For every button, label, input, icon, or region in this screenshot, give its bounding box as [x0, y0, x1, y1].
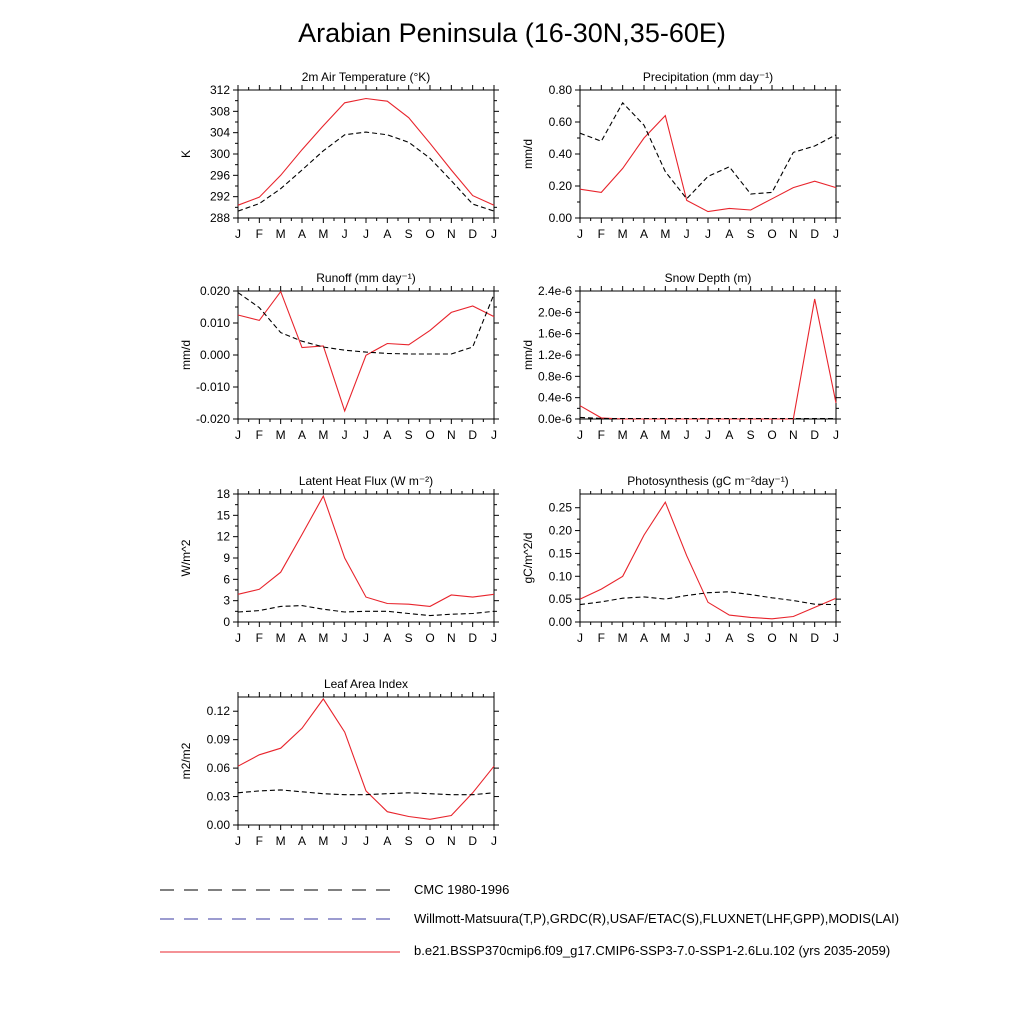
- x-tick-label: M: [660, 428, 671, 442]
- panel-title: Photosynthesis (gC m⁻²day⁻¹): [627, 474, 789, 488]
- x-tick-label: N: [788, 428, 798, 442]
- x-tick-label: N: [788, 227, 798, 241]
- x-tick-label: O: [767, 428, 777, 442]
- model-series-line: [238, 496, 494, 606]
- x-tick-label: A: [297, 834, 307, 848]
- model-series-line: [238, 699, 494, 819]
- obs-series-line: [238, 132, 494, 211]
- x-tick-label: J: [341, 428, 348, 442]
- y-tick-label: 0: [223, 615, 230, 629]
- x-tick-label: D: [468, 834, 478, 848]
- x-tick-label: A: [297, 631, 307, 645]
- plot-frame: [238, 494, 494, 622]
- y-tick-label: 0.12: [206, 704, 230, 719]
- y-tick-label: 18: [216, 487, 230, 501]
- y-axis-label: mm/d: [521, 139, 535, 169]
- x-tick-label: J: [235, 227, 241, 241]
- x-tick-label: F: [597, 631, 606, 645]
- y-tick-label: 0.010: [199, 316, 230, 330]
- x-tick-label: J: [491, 227, 497, 241]
- x-tick-label: A: [725, 428, 734, 442]
- y-tick-label: 312: [209, 83, 230, 97]
- legend-label-obs: Willmott-Matsuura(T,P),GRDC(R),USAF/ETAC(S),FLUXNET(LHF,GPP),MODIS(LAI): [414, 911, 900, 926]
- x-tick-label: J: [363, 428, 369, 442]
- model-series-line: [238, 99, 494, 206]
- plot-frame: [580, 291, 836, 419]
- y-tick-label: 0.40: [548, 147, 572, 161]
- x-tick-label: M: [275, 631, 286, 645]
- x-tick-label: O: [767, 227, 777, 241]
- chart-panel-6: [179, 677, 499, 848]
- y-tick-label: 0.05: [548, 592, 572, 607]
- y-axis-label: mm/d: [179, 340, 193, 370]
- x-tick-label: J: [235, 834, 241, 848]
- y-tick-label: 0.00: [548, 211, 572, 225]
- x-tick-label: S: [746, 227, 755, 241]
- x-tick-label: A: [639, 631, 649, 645]
- x-tick-label: J: [705, 227, 711, 241]
- y-tick-label: 0.09: [206, 732, 230, 747]
- y-tick-label: 0.25: [548, 500, 572, 515]
- x-tick-label: J: [577, 428, 583, 442]
- y-axis-label: mm/d: [521, 340, 535, 370]
- x-tick-label: F: [255, 834, 264, 848]
- y-tick-label: 0.15: [548, 546, 572, 561]
- y-tick-label: 292: [209, 189, 230, 204]
- y-tick-label: 288: [209, 211, 230, 225]
- x-tick-label: A: [383, 631, 392, 645]
- x-tick-label: M: [660, 227, 671, 241]
- x-tick-label: J: [833, 227, 839, 241]
- y-tick-label: 0.06: [206, 761, 230, 776]
- x-tick-label: J: [705, 428, 711, 442]
- y-tick-label: 12: [216, 529, 230, 544]
- x-tick-label: M: [318, 227, 329, 241]
- x-tick-label: J: [341, 631, 348, 645]
- obs-series-line: [238, 293, 494, 354]
- x-tick-label: N: [788, 631, 798, 645]
- x-tick-label: J: [491, 631, 497, 645]
- y-tick-label: 296: [209, 168, 230, 183]
- x-tick-label: F: [255, 227, 264, 241]
- y-tick-label: 3: [223, 593, 230, 608]
- x-tick-label: O: [425, 631, 435, 645]
- panel-title: Leaf Area Index: [323, 677, 409, 691]
- x-tick-label: N: [446, 834, 456, 848]
- plot-frame: [238, 90, 494, 218]
- y-tick-label: 1.2e-6: [537, 348, 572, 362]
- x-tick-label: N: [446, 428, 456, 442]
- panel-title: Precipitation (mm day⁻¹): [642, 70, 774, 84]
- y-tick-label: -0.010: [195, 380, 230, 394]
- x-tick-label: J: [833, 428, 839, 442]
- x-tick-label: M: [318, 834, 329, 848]
- x-tick-label: F: [255, 631, 264, 645]
- x-tick-label: D: [810, 428, 820, 442]
- plot-frame: [238, 697, 494, 825]
- y-axis-label: W/m^2: [179, 539, 193, 577]
- x-tick-label: M: [275, 834, 286, 848]
- chart-panel-3: [521, 271, 841, 442]
- y-tick-label: 0.20: [548, 523, 572, 538]
- y-tick-label: 0.00: [548, 615, 572, 629]
- x-tick-label: O: [425, 428, 435, 442]
- x-tick-label: J: [705, 631, 711, 645]
- x-tick-label: J: [491, 428, 497, 442]
- x-tick-label: N: [446, 631, 456, 645]
- legend-lines: [160, 890, 400, 952]
- x-tick-label: A: [725, 631, 734, 645]
- y-tick-label: 0.4e-6: [537, 390, 572, 405]
- x-tick-label: A: [639, 428, 649, 442]
- x-tick-label: J: [363, 834, 369, 848]
- y-tick-label: 1.6e-6: [537, 326, 572, 341]
- x-tick-label: F: [597, 227, 606, 241]
- legend-label-cmc: CMC 1980-1996: [414, 882, 510, 897]
- x-tick-label: J: [577, 631, 583, 645]
- y-tick-label: 6: [223, 572, 230, 587]
- x-tick-label: J: [341, 227, 348, 241]
- y-tick-label: 0.000: [199, 348, 230, 362]
- y-tick-label: 304: [209, 125, 230, 140]
- x-tick-label: O: [425, 227, 435, 241]
- obs-series-line: [580, 103, 836, 199]
- chart-panel-0: [179, 70, 499, 241]
- panel-title: 2m Air Temperature (°K): [301, 70, 431, 84]
- x-tick-label: A: [297, 428, 307, 442]
- model-series-line: [238, 292, 494, 411]
- x-tick-label: M: [617, 631, 628, 645]
- panel-title: Latent Heat Flux (W m⁻²): [298, 474, 434, 488]
- y-tick-label: 9: [223, 551, 230, 565]
- page-title: Arabian Peninsula (16-30N,35-60E): [298, 18, 726, 48]
- y-tick-label: 0.020: [199, 284, 230, 298]
- obs-series-line: [238, 606, 494, 616]
- y-tick-label: 0.10: [548, 569, 572, 584]
- y-tick-label: 0.0e-6: [537, 412, 572, 426]
- y-tick-label: 308: [209, 104, 230, 119]
- x-tick-label: S: [746, 631, 755, 645]
- x-tick-label: M: [275, 428, 286, 442]
- chart-panel-2: [179, 271, 499, 442]
- x-tick-label: S: [404, 428, 413, 442]
- x-tick-label: J: [577, 227, 583, 241]
- y-axis-label: K: [179, 149, 193, 159]
- x-tick-label: S: [404, 631, 413, 645]
- x-tick-label: N: [446, 227, 456, 241]
- x-tick-label: J: [363, 227, 369, 241]
- x-tick-label: J: [363, 631, 369, 645]
- x-tick-label: J: [683, 631, 690, 645]
- x-tick-label: M: [660, 631, 671, 645]
- x-tick-label: D: [468, 227, 478, 241]
- x-tick-label: F: [597, 428, 606, 442]
- panel-title: Snow Depth (m): [664, 271, 752, 285]
- y-tick-label: -0.020: [195, 412, 230, 426]
- x-tick-label: M: [318, 428, 329, 442]
- model-series-line: [580, 116, 836, 212]
- x-tick-label: D: [810, 227, 820, 241]
- x-tick-label: M: [275, 227, 286, 241]
- model-series-line: [580, 299, 836, 419]
- y-axis-label: gC/m^2/d: [521, 532, 535, 584]
- x-tick-label: M: [617, 428, 628, 442]
- x-tick-label: F: [255, 428, 264, 442]
- x-tick-label: S: [746, 428, 755, 442]
- x-tick-label: J: [683, 428, 690, 442]
- x-tick-label: J: [491, 834, 497, 848]
- chart-panel-1: [521, 70, 841, 241]
- x-tick-label: A: [297, 227, 307, 241]
- x-tick-label: A: [639, 227, 649, 241]
- x-tick-label: S: [404, 227, 413, 241]
- chart-panel-5: [521, 474, 841, 645]
- x-tick-label: J: [341, 834, 348, 848]
- panel-title: Runoff (mm day⁻¹): [316, 271, 416, 285]
- x-tick-label: A: [383, 834, 392, 848]
- y-tick-label: 0.00: [206, 818, 230, 832]
- x-tick-label: O: [425, 834, 435, 848]
- chart-panel-4: [179, 474, 499, 645]
- x-tick-label: A: [383, 428, 392, 442]
- x-tick-label: D: [810, 631, 820, 645]
- x-tick-label: J: [235, 631, 241, 645]
- y-axis-label: m2/m2: [179, 742, 193, 780]
- y-tick-label: 0.20: [548, 179, 572, 193]
- y-tick-label: 2.4e-6: [537, 284, 572, 298]
- y-tick-label: 0.8e-6: [537, 369, 572, 384]
- plot-frame: [580, 90, 836, 218]
- y-tick-label: 0.60: [548, 115, 572, 129]
- x-tick-label: J: [235, 428, 241, 442]
- y-tick-label: 15: [216, 508, 230, 523]
- y-tick-label: 0.80: [548, 83, 572, 97]
- x-tick-label: O: [767, 631, 777, 645]
- x-tick-label: A: [725, 227, 734, 241]
- x-tick-label: S: [404, 834, 413, 848]
- x-tick-label: D: [468, 631, 478, 645]
- x-tick-label: M: [318, 631, 329, 645]
- x-tick-label: J: [683, 227, 690, 241]
- x-tick-label: D: [468, 428, 478, 442]
- x-tick-label: M: [617, 227, 628, 241]
- y-tick-label: 300: [209, 147, 230, 161]
- y-tick-label: 0.03: [206, 789, 230, 804]
- x-tick-label: A: [383, 227, 392, 241]
- y-tick-label: 2.0e-6: [537, 305, 572, 320]
- x-tick-label: J: [833, 631, 839, 645]
- legend-label-model: b.e21.BSSP370cmip6.f09_g17.CMIP6-SSP3-7.0-SSP1-2.6Lu.102 (yrs 2035-2059): [414, 943, 891, 958]
